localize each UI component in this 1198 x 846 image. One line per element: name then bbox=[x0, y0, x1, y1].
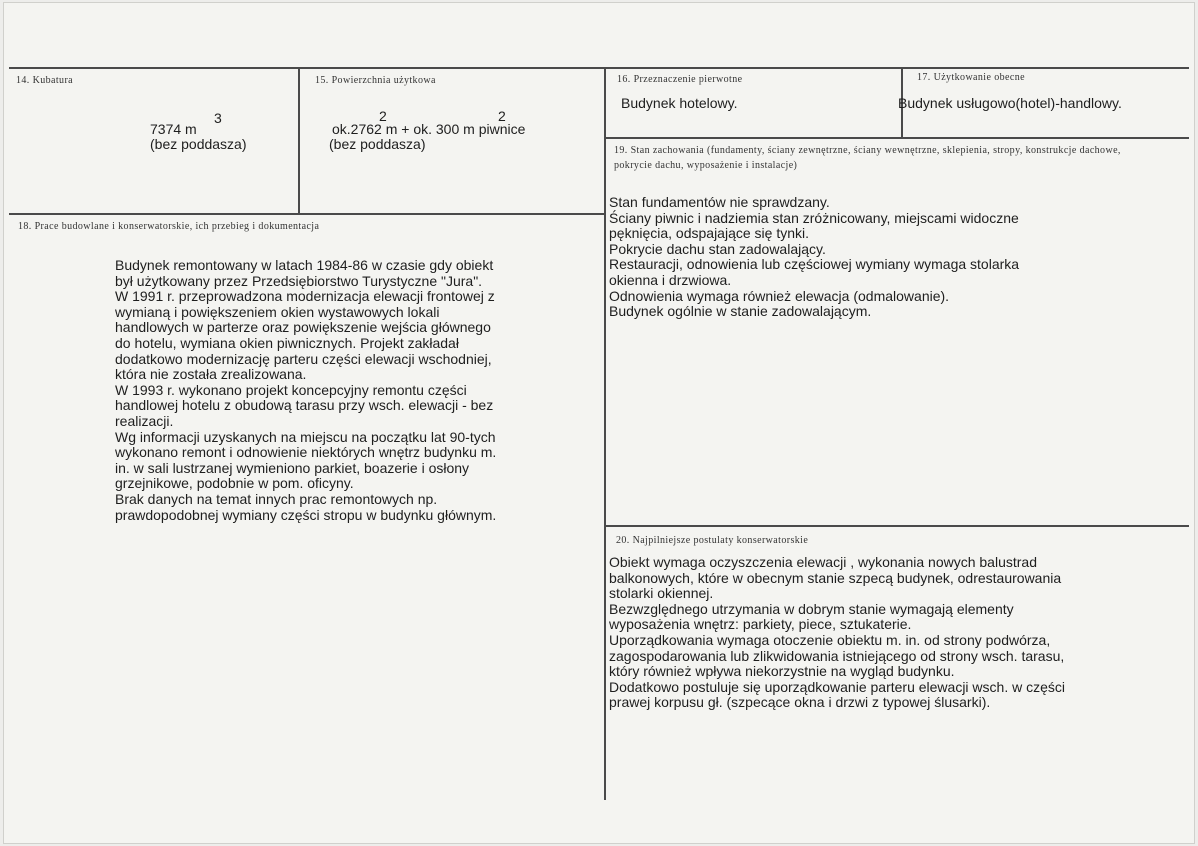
divider-14-15 bbox=[298, 67, 300, 215]
rule-right-lower bbox=[606, 525, 1189, 527]
uzytkowanie-label: 17. Użytkowanie obecne bbox=[917, 72, 1025, 83]
stan-text: Stan fundamentów nie sprawdzany. Ściany piwnic i nadziemia stan zróżnicowany, miejscami widoczne pęknięcia, odspajające się tynki. Pokrycie dachu stan zadowalający. Restauracji, odnowienia lub częściowej wymiany wymaga stolarka okienna i drzwiowa. Odnowienia wymaga również elewacja (odmalowanie). Budynek ogólnie w stanie zadowalającym. bbox=[609, 194, 1020, 320]
przeznaczenie-value: Budynek hotelowy. bbox=[621, 95, 738, 111]
top-rule bbox=[9, 67, 1189, 69]
stan-label: 19. Stan zachowania (fundamenty, ściany zewnętrzne, ściany wewnętrzne, sklepienia, stropy, konstrukcje dachowe, pokrycie dachu, wyposażenie i instalacje) bbox=[614, 145, 1121, 171]
powierzchnia-value-part2: + ok. 300 m bbox=[397, 121, 475, 137]
powierzchnia-label: 15. Powierzchnia użytkowa bbox=[315, 75, 436, 86]
prace-label: 18. Prace budowlane i konserwatorskie, ich przebieg i dokumentacja bbox=[18, 221, 320, 232]
powierzchnia-note: (bez poddasza) bbox=[329, 136, 426, 152]
kubatura-exponent: 3 bbox=[214, 110, 222, 126]
postulaty-label: 20. Najpilniejsze postulaty konserwatorskie bbox=[616, 535, 809, 546]
prace-text: Budynek remontowany w latach 1984-86 w czasie gdy obiekt był użytkowany przez Przedsiębiorstwo Turystyczne "Jura". W 1991 r. przeprowadzona modernizacja elewacji frontowej z wymianą i powiększeniem okien wystawowych lokali handlowych w parterze oraz powiększenie wejścia głównego do hotelu, wymiana okien piwnicznych. Projekt zakładał dodatkowo modernizację parteru części elewacji wschodniej, która nie została zrealizowana. W 1993 r. wykonano projekt koncepcyjny remontu części handlowej hotelu z obudową tarasu przy wsch. elewacji - bez realizacji. Wg informacji uzyskanych na miejscu na początku lat 90-tych wykonano remont i odnowienie niektórych wnętrz budynku m. in. w sali lustrzanej wymieniono parkiet, boazerie i osłony grzejnikowe, podobnie w pom. oficyny. Brak danych na temat innych prac remontowych np. prawdopodobnej wymiany części stropu w budynku głównym. bbox=[115, 257, 497, 523]
postulaty-text: Obiekt wymaga oczyszczenia elewacji , wykonania nowych balustrad balkonowych, które w obecnym stanie szpecą budynek, odrestaurowania stolarki okiennej. Bezwzględnego utrzymania w dobrym stanie wymagają elementy wyposażenia wnętrz: parkiety, piece, sztukaterie. Uporządkowania wymaga otoczenie obiektu m. in. od strony podwórza, zagospodarowania lub zlikwidowania istniejącego od strony wsch. tarasu, który również wpływa niekorzystnie na wygląd budynku. Dodatkowo postuluje się uporządkowanie parteru elewacji wsch. w części prawej korpusu gł. (szpecące okna i drzwi z typowej ślusarki). bbox=[609, 554, 1066, 711]
uzytkowanie-value: Budynek usługowo(hotel)-handlowy. bbox=[898, 95, 1122, 111]
powierzchnia-value-part1: ok.2762 m bbox=[332, 121, 398, 137]
divider-main bbox=[604, 67, 606, 800]
powierzchnia-value-part3: piwnice bbox=[474, 121, 526, 137]
powierzchnia-exponent-1: 2 bbox=[379, 108, 387, 124]
przeznaczenie-label: 16. Przeznaczenie pierwotne bbox=[617, 74, 743, 85]
kubatura-note: (bez poddasza) bbox=[150, 136, 247, 152]
kubatura-label: 14. Kubatura bbox=[16, 75, 74, 86]
kubatura-value: 7374 m bbox=[150, 121, 197, 137]
rule-right-mid bbox=[604, 137, 1189, 139]
rule-left-mid bbox=[9, 213, 605, 215]
powierzchnia-exponent-2: 2 bbox=[498, 108, 506, 124]
